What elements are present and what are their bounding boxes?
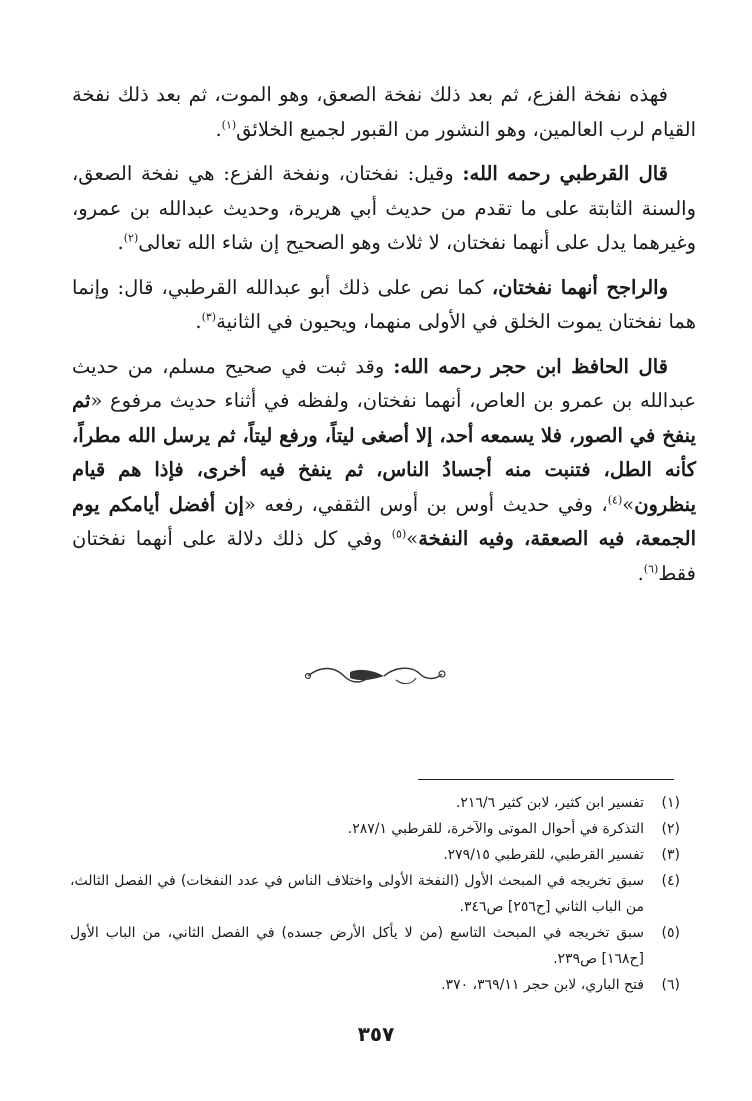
hadith-quote: إن أفضل أيامكم يوم الجمعة، فيه الصعقة، وفيه النفخة (72, 492, 696, 550)
text-run: وقد ثبت في صحيح مسلم، من حديث عبدالله بن عمرو بن العاص، أنهما نفختان، ولفظه في أثناء حديث مرفوع « (72, 354, 696, 412)
footnote-ref-2[interactable]: (٢) (123, 231, 139, 245)
footnote-item (70, 920, 680, 972)
footnote-item (70, 816, 680, 842)
footnote-item (70, 790, 680, 816)
footnote-number: (٥) (661, 925, 680, 941)
text-run: . (117, 231, 124, 254)
footnote-ref-4[interactable]: (٤) (607, 493, 623, 506)
footnote-number: (٦) (661, 977, 680, 993)
footnote-number: (٣) (661, 847, 680, 863)
section-ornament-icon (300, 662, 450, 690)
speaker-label: قال القرطبي رحمه الله: (462, 162, 668, 185)
footnote-text: التذكرة في أحوال الموتى والآخرة، للقرطبي ٢٨٧/١. (347, 821, 644, 837)
footnotes (70, 790, 680, 998)
footnote-ref-3[interactable]: (٣) (201, 310, 217, 324)
footnote-number: (٢) (661, 821, 680, 837)
text-run: وفي كل ذلك دلالة على أنهما نفختان فقط (72, 527, 696, 585)
footnote-text: سبق تخريجه في المبحث الأول (النفخة الأولى واختلاف الناس في عدد النفخات) في الفصل الثالث، من الباب الثاني [ح٢٥٦] ص٣٤٦. (70, 873, 644, 915)
footnote-item (70, 972, 680, 998)
text-run: . (215, 117, 222, 141)
text-run: . (195, 310, 202, 333)
text-run: ، وفي حديث أوس بن أوس الثقفي، رفعه « (243, 492, 608, 516)
speaker-label: قال الحافظ ابن حجر رحمه الله: (393, 354, 668, 378)
text-run: كما نص على ذلك أبو عبدالله القرطبي، قال: وإنما هما نفختان يموت الخلق في الأولى منهما، ويحيون في الثانية (72, 275, 696, 333)
footnote-ref-1[interactable]: (١) (221, 118, 237, 131)
footnote-ref-5[interactable]: (٥) (391, 527, 407, 541)
footnote-text: تفسير القرطبي، للقرطبي ٢٧٩/١٥. (443, 847, 644, 863)
text-run: وقيل: نفختان، ونفخة الفزع: هي نفخة الصعق، والسنة الثابتة على ما تقدم من حديث أبي هريرة، وحديث عبدالله بن عمرو، وغيرهما يدل على أنهما نفختان، لا ثلاث وهو الصحيح إن شاء الله تعالى (72, 162, 696, 254)
page-number: ٣٥٧ (357, 1022, 395, 1046)
text-run: . (637, 561, 644, 585)
footnote-item (70, 868, 680, 920)
footnote-text: تفسير ابن كثير، لابن كثير ٢١٦/٦. (455, 795, 644, 811)
footnote-separator (418, 779, 674, 780)
footnote-number: (٤) (661, 873, 680, 889)
paragraph-2 (72, 157, 696, 261)
footnote-item (70, 842, 680, 868)
main-text (72, 78, 696, 601)
footnote-ref-6[interactable]: (٦) (643, 562, 659, 575)
hadith-quote: ثم ينفخ في الصور، فلا يسمعه أحد، إلا أصغى ليتاً، ورفع ليتاً، ثم يرسل الله مطراً، كأنه الطل، فتنبت منه أجسادُ الناس، ثم ينفخ فيه أخرى، فإذا هم قيام ينظرون (72, 389, 696, 516)
footnote-number: (١) (661, 795, 680, 811)
text-run: » (622, 492, 635, 516)
paragraph-1 (72, 78, 696, 147)
text-run: فهذه نفخة الفزع، ثم بعد ذلك نفخة الصعق، وهو الموت، ثم بعد ذلك نفخة القيام لرب العالمين، وهو النشور من القبور لجميع الخلائق (72, 83, 696, 141)
conclusion-label: والراجح أنهما نفختان، (491, 275, 669, 299)
footnote-text: فتح الباري، لابن حجر ٣٦٩/١١، ٣٧٠. (441, 977, 644, 993)
paragraph-4 (72, 350, 696, 592)
footnote-text: سبق تخريجه في المبحث التاسع (من لا يأكل الأرض جسده) في الفصل الثاني، من الباب الأول [ح١٦٨] ص٢٣٩. (70, 925, 644, 967)
text-run: » (406, 527, 419, 550)
paragraph-3 (72, 271, 696, 340)
